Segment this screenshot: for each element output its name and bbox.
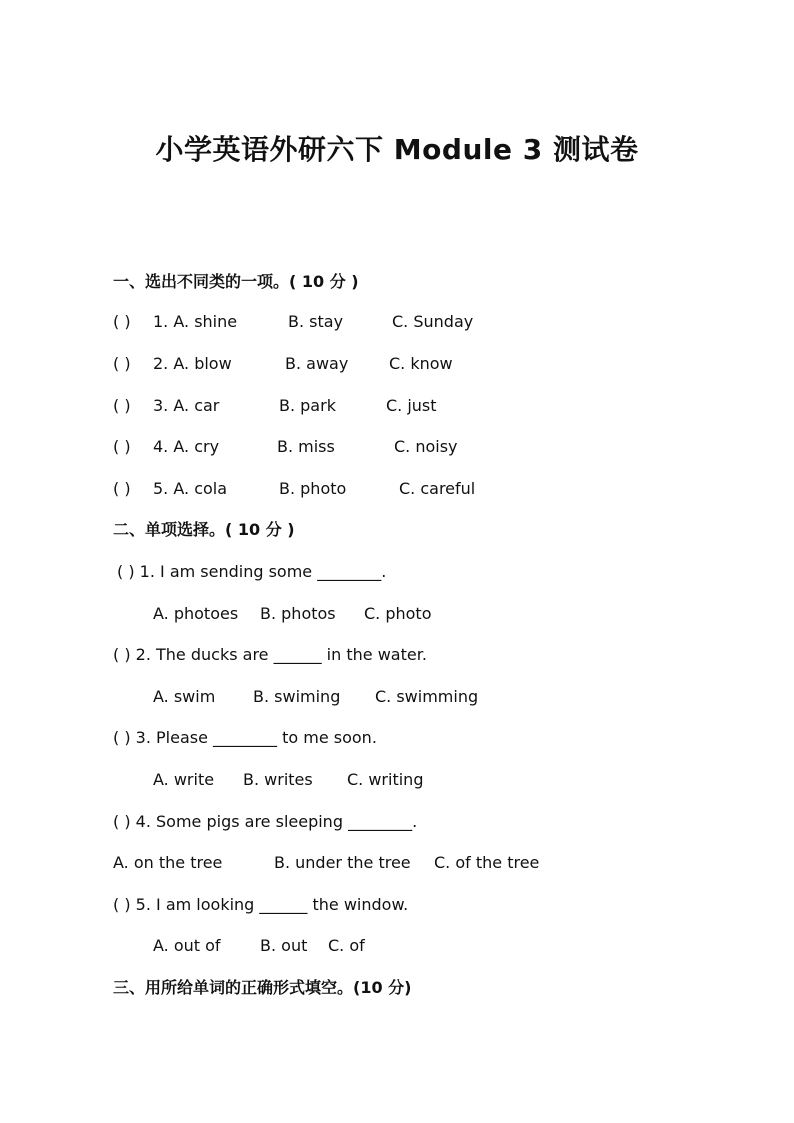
option-c: C. photo <box>364 604 432 623</box>
option-b: B. under the tree <box>274 853 411 872</box>
option-b: B. park <box>279 396 336 415</box>
option-c: C. of <box>328 936 365 955</box>
option-b: B. away <box>285 354 349 373</box>
s2-q1-stem: ( ) 1. I am sending some ________. <box>117 562 387 581</box>
answer-paren: ( ) <box>113 437 131 456</box>
option-c: C. of the tree <box>434 853 540 872</box>
option-a: A. swim <box>153 687 216 706</box>
option-a: 5. A. cola <box>153 479 228 498</box>
option-c: C. swimming <box>375 687 479 706</box>
page-title: 小学英语外研六下 Module 3 测试卷 <box>155 133 639 166</box>
option-b: B. out <box>260 936 308 955</box>
answer-paren: ( ) <box>113 479 131 498</box>
option-c: C. know <box>389 354 453 373</box>
option-b: B. photo <box>279 479 347 498</box>
option-a: A. on the tree <box>113 853 223 872</box>
option-b: B. miss <box>277 437 335 456</box>
option-b: B. stay <box>288 312 344 331</box>
option-a: 1. A. shine <box>153 312 238 331</box>
s2-q5-stem: ( ) 5. I am looking ______ the window. <box>113 895 409 914</box>
option-b: B. writes <box>243 770 313 789</box>
option-a: 3. A. car <box>153 396 220 415</box>
option-a: 4. A. cry <box>153 437 220 456</box>
s2-q2-stem: ( ) 2. The ducks are ______ in the water. <box>113 645 427 664</box>
option-a: A. photoes <box>153 604 239 623</box>
answer-paren: ( ) <box>113 312 131 331</box>
option-c: C. writing <box>347 770 424 789</box>
option-c: C. just <box>386 396 437 415</box>
section-3-heading: 三、用所给单词的正确形式填空。(10 分) <box>113 978 412 997</box>
s2-q3-stem: ( ) 3. Please ________ to me soon. <box>113 728 377 747</box>
option-a: A. write <box>153 770 215 789</box>
option-c: C. careful <box>399 479 476 498</box>
answer-paren: ( ) <box>113 396 131 415</box>
answer-paren: ( ) <box>113 354 131 373</box>
option-a: 2. A. blow <box>153 354 232 373</box>
section-1-heading: 一、选出不同类的一项。( 10 分 ) <box>113 272 359 291</box>
option-c: C. Sunday <box>392 312 474 331</box>
s2-q4-stem: ( ) 4. Some pigs are sleeping ________. <box>113 812 418 831</box>
option-c: C. noisy <box>394 437 458 456</box>
section-2-heading: 二、单项选择。( 10 分 ) <box>113 520 295 539</box>
option-b: B. swiming <box>253 687 341 706</box>
option-a: A. out of <box>153 936 221 955</box>
option-b: B. photos <box>260 604 336 623</box>
